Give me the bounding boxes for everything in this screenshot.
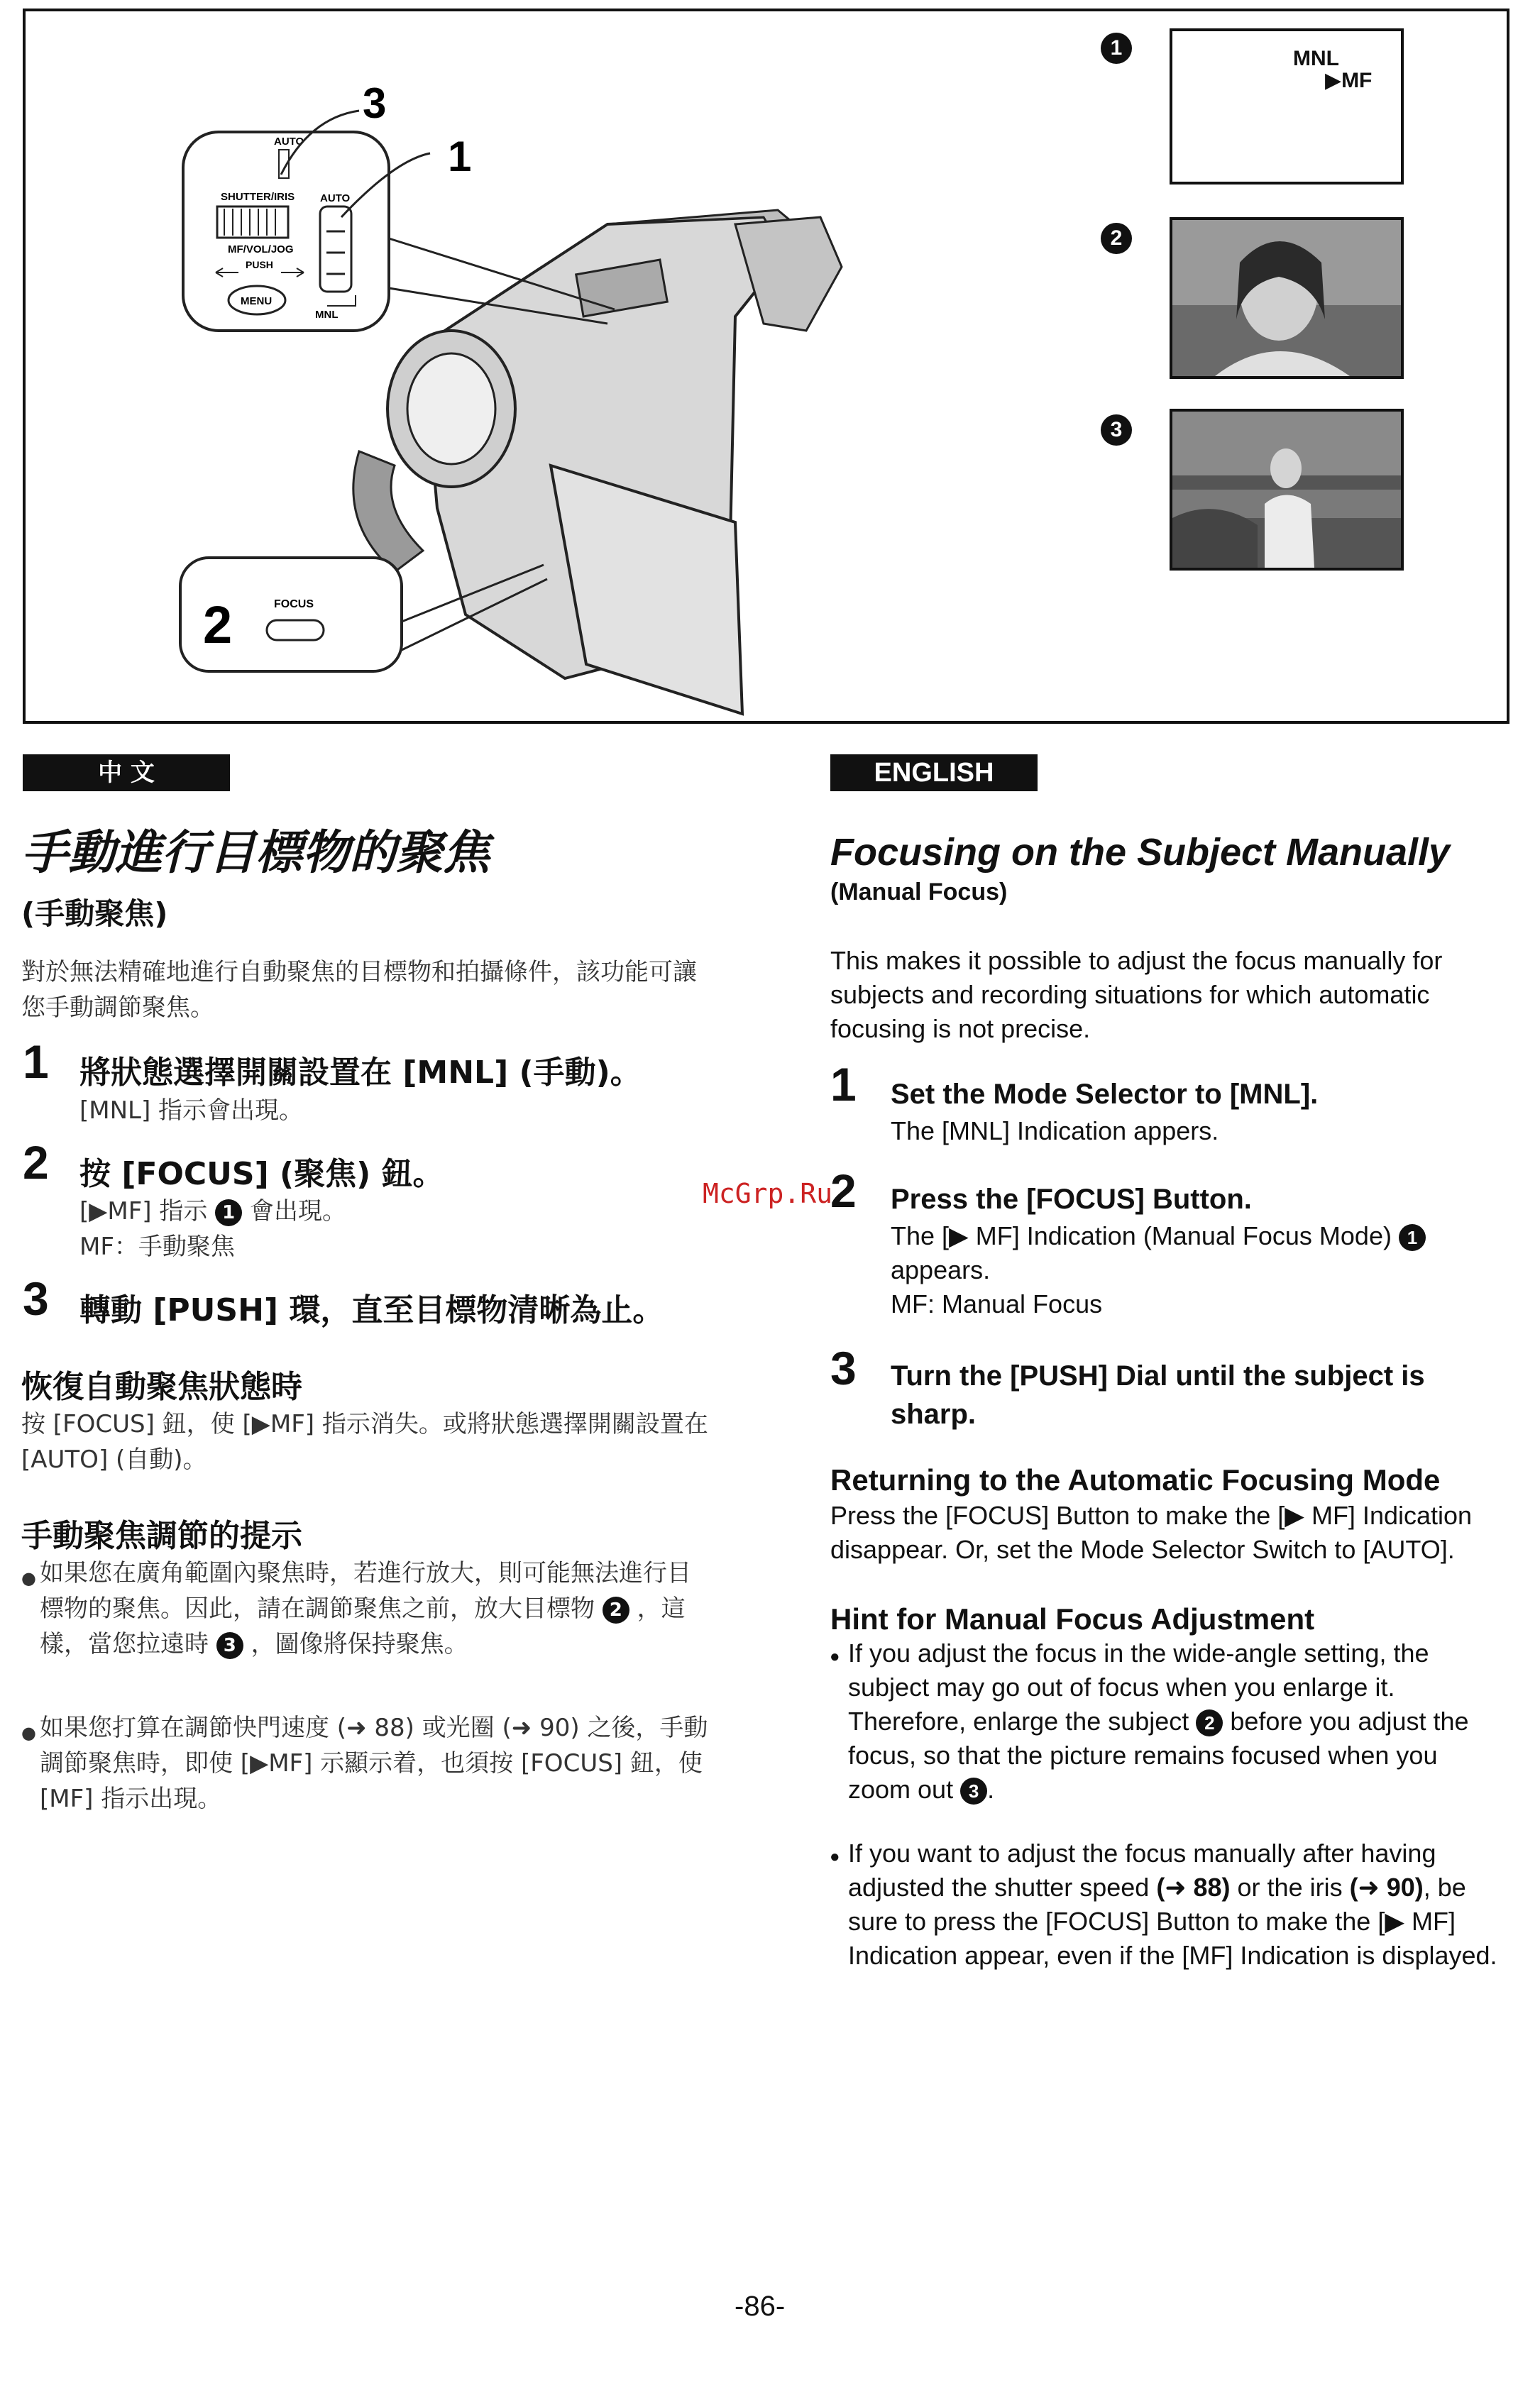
en-hint-heading: Hint for Manual Focus Adjustment: [830, 1602, 1315, 1636]
zh-hint-b1-text-a: 如果您在廣角範圍內聚焦時，若進行放大，則可能無法進行目標物的聚焦。因此，請在調節聚焦之前，放大目標物: [40, 1559, 691, 1623]
zh-step-2-title: 按 [FOCUS] (聚焦) 鈕。: [79, 1156, 444, 1192]
zh-step-2-number: 2: [23, 1136, 49, 1189]
en-step-2-circle: 1: [1399, 1224, 1426, 1251]
en-hint-bullet-1: [848, 1636, 1501, 1807]
zoomed-out-photo-image: [1172, 412, 1401, 568]
chinese-subtitle: (手動聚焦): [21, 896, 168, 931]
zh-step-2-body: [79, 1194, 346, 1229]
english-title: Focusing on the Subject Manually: [830, 831, 1451, 874]
viewfinder-display: [1170, 28, 1404, 185]
en-step-1-number: 1: [830, 1058, 857, 1111]
en-hint-b1-text-b: before you adjust the focus, so that the picture remains focused when you zoom out: [848, 1707, 1469, 1804]
en-hint-b2-text-c: , be sure to press the [FOCUS] Button to make the [▶ MF] Indication appear, even if the [MF] Indication is displayed.: [848, 1873, 1497, 1970]
panel-2-marker: [1101, 223, 1132, 254]
en-step-2-number: 2: [830, 1164, 857, 1217]
en-hint-b2-text-b: or the iris: [1237, 1873, 1343, 1902]
zh-hint-heading: 手動聚焦調節的提示: [21, 1518, 302, 1554]
mf-vol-jog-label: MF/VOL/JOG: [228, 243, 294, 255]
page-number: -86-: [735, 2291, 786, 2322]
zh-returning-body: 按 [FOCUS] 鈕，使 [▶MF] 指示消失。或將狀態選擇開關設置在 [AUTO] (自動)。: [21, 1410, 708, 1474]
auto-switch-label: AUTO: [320, 192, 351, 204]
panel-1-marker: [1101, 33, 1132, 64]
english-intro: This makes it possible to adjust the focus manually for subjects and recording situations for which automatic focusing is not precise.: [830, 946, 1443, 1043]
en-hint-b2-text-a: If you want to adjust the focus manually after having adjusted the shutter speed: [848, 1839, 1436, 1902]
zh-step-3-number: 3: [23, 1272, 49, 1325]
en-hint-b1-circle-3: 3: [960, 1778, 987, 1805]
focus-button: [267, 620, 324, 640]
auto-label: AUTO: [274, 136, 304, 148]
en-hint-b1-text-a: If you adjust the focus in the wide-angle setting, the subject may go out of focus when you enlarge it. Therefore, enlarge the subject: [848, 1639, 1429, 1736]
push-label: PUSH: [246, 259, 273, 270]
en-returning-body: Press the [FOCUS] Button to make the [▶ MF] Indication disappear. Or, set the Mode Selector Switch to [AUTO].: [830, 1501, 1473, 1564]
zh-returning-heading: 恢復自動聚焦狀態時: [21, 1369, 302, 1405]
chinese-section-tag: 中 文: [23, 754, 230, 791]
en-hint-b1-circle-2: 2: [1196, 1709, 1223, 1736]
en-step-2-text-a: The [▶ MF] Indication (Manual Focus Mode): [891, 1221, 1392, 1250]
english-section-tag: ENGLISH: [830, 754, 1038, 791]
en-hint-bullet-2: [848, 1836, 1501, 1973]
en-step-1-body: The [MNL] Indication appers.: [891, 1116, 1219, 1145]
en-step-2-title: Press the [FOCUS] Button.: [891, 1184, 1252, 1215]
en-step-2-body: [891, 1219, 1501, 1321]
display-mf: ▶MF: [1325, 69, 1373, 92]
zh-hint-b1-circle-3: 3: [216, 1632, 243, 1659]
en-step-3-title: Turn the [PUSH] Dial until the subject is sharp.: [891, 1360, 1425, 1430]
zh-hint-b1-text-b: ，這樣，當您拉遠時: [40, 1595, 686, 1658]
panel-3-number: 3: [1101, 414, 1132, 446]
en-returning-heading: Returning to the Automatic Focusing Mode: [830, 1463, 1441, 1497]
menu-label: MENU: [241, 295, 273, 307]
en-step-3-number: 3: [830, 1342, 857, 1394]
zh-step-1-body: [MNL] 指示會出現。: [79, 1096, 304, 1125]
panel-2-number: 2: [1101, 223, 1132, 254]
zh-hint-bullet-1: [40, 1555, 714, 1662]
closeup-photo-image: [1172, 220, 1401, 376]
focus-label: FOCUS: [274, 598, 314, 610]
callout-3: 3: [363, 79, 387, 127]
zh-step-1-title: 將狀態選擇開關設置在 [MNL] (手動)。: [79, 1054, 642, 1091]
chinese-title: 手動進行目標物的聚焦: [21, 825, 490, 880]
illustration-frame: [23, 9, 1509, 724]
zh-step-1-number: 1: [23, 1035, 49, 1088]
en-hint-b1-text-c: .: [987, 1775, 995, 1804]
zh-step-2-text-b: 會出現。: [250, 1197, 347, 1226]
zh-step-2-text-a: [▶MF] 指示: [79, 1197, 208, 1226]
en-step-1-title: Set the Mode Selector to [MNL].: [891, 1079, 1319, 1110]
chinese-intro: 對於無法精確地進行自動聚焦的目標物和拍攝條件，該功能可讓您手動調節聚焦。: [21, 958, 697, 1022]
zh-hint-b2-text: 如果您打算在調節快門速度 (➜ 88) 或光圈 (➜ 90) 之後，手動調節聚焦時，即使 [▶MF] 示顯示着，也須按 [FOCUS] 鈕，使 [MF] 指示出現。: [40, 1714, 708, 1813]
zh-hint-bullet-2: [40, 1710, 714, 1817]
en-step-2-text-b: appears.: [891, 1255, 991, 1284]
zh-step-2-body2: MF：手動聚焦: [79, 1233, 235, 1261]
zh-hint-b1-text-c: ，圖像將保持聚焦。: [251, 1630, 468, 1658]
zoomed-out-photo: [1170, 409, 1404, 571]
watermark: McGrp.Ru: [703, 1178, 833, 1209]
english-subtitle: (Manual Focus): [830, 879, 1008, 905]
callout-2: 2: [203, 595, 233, 654]
zh-hint-b1-circle-2: 2: [603, 1597, 629, 1624]
shutter-iris-label: SHUTTER/IRIS: [221, 191, 295, 203]
en-step-2-body2: MF: Manual Focus: [891, 1289, 1103, 1318]
callout-1: 1: [448, 133, 472, 180]
mnl-switch-label: MNL: [315, 309, 339, 321]
zh-step-3-title: 轉動 [PUSH] 環，直至目標物清晰為止。: [79, 1292, 664, 1328]
panel-3-marker: [1101, 414, 1132, 446]
panel-1-number: 1: [1101, 33, 1132, 64]
en-hint-b2-ref-88: (➜ 88): [1156, 1873, 1231, 1902]
en-hint-b2-ref-90: (➜ 90): [1349, 1873, 1424, 1902]
zh-step-2-circle: 1: [215, 1199, 242, 1226]
camcorder-illustration: [26, 11, 1076, 721]
display-mnl: MNL: [1293, 47, 1339, 70]
closeup-photo: [1170, 217, 1404, 379]
